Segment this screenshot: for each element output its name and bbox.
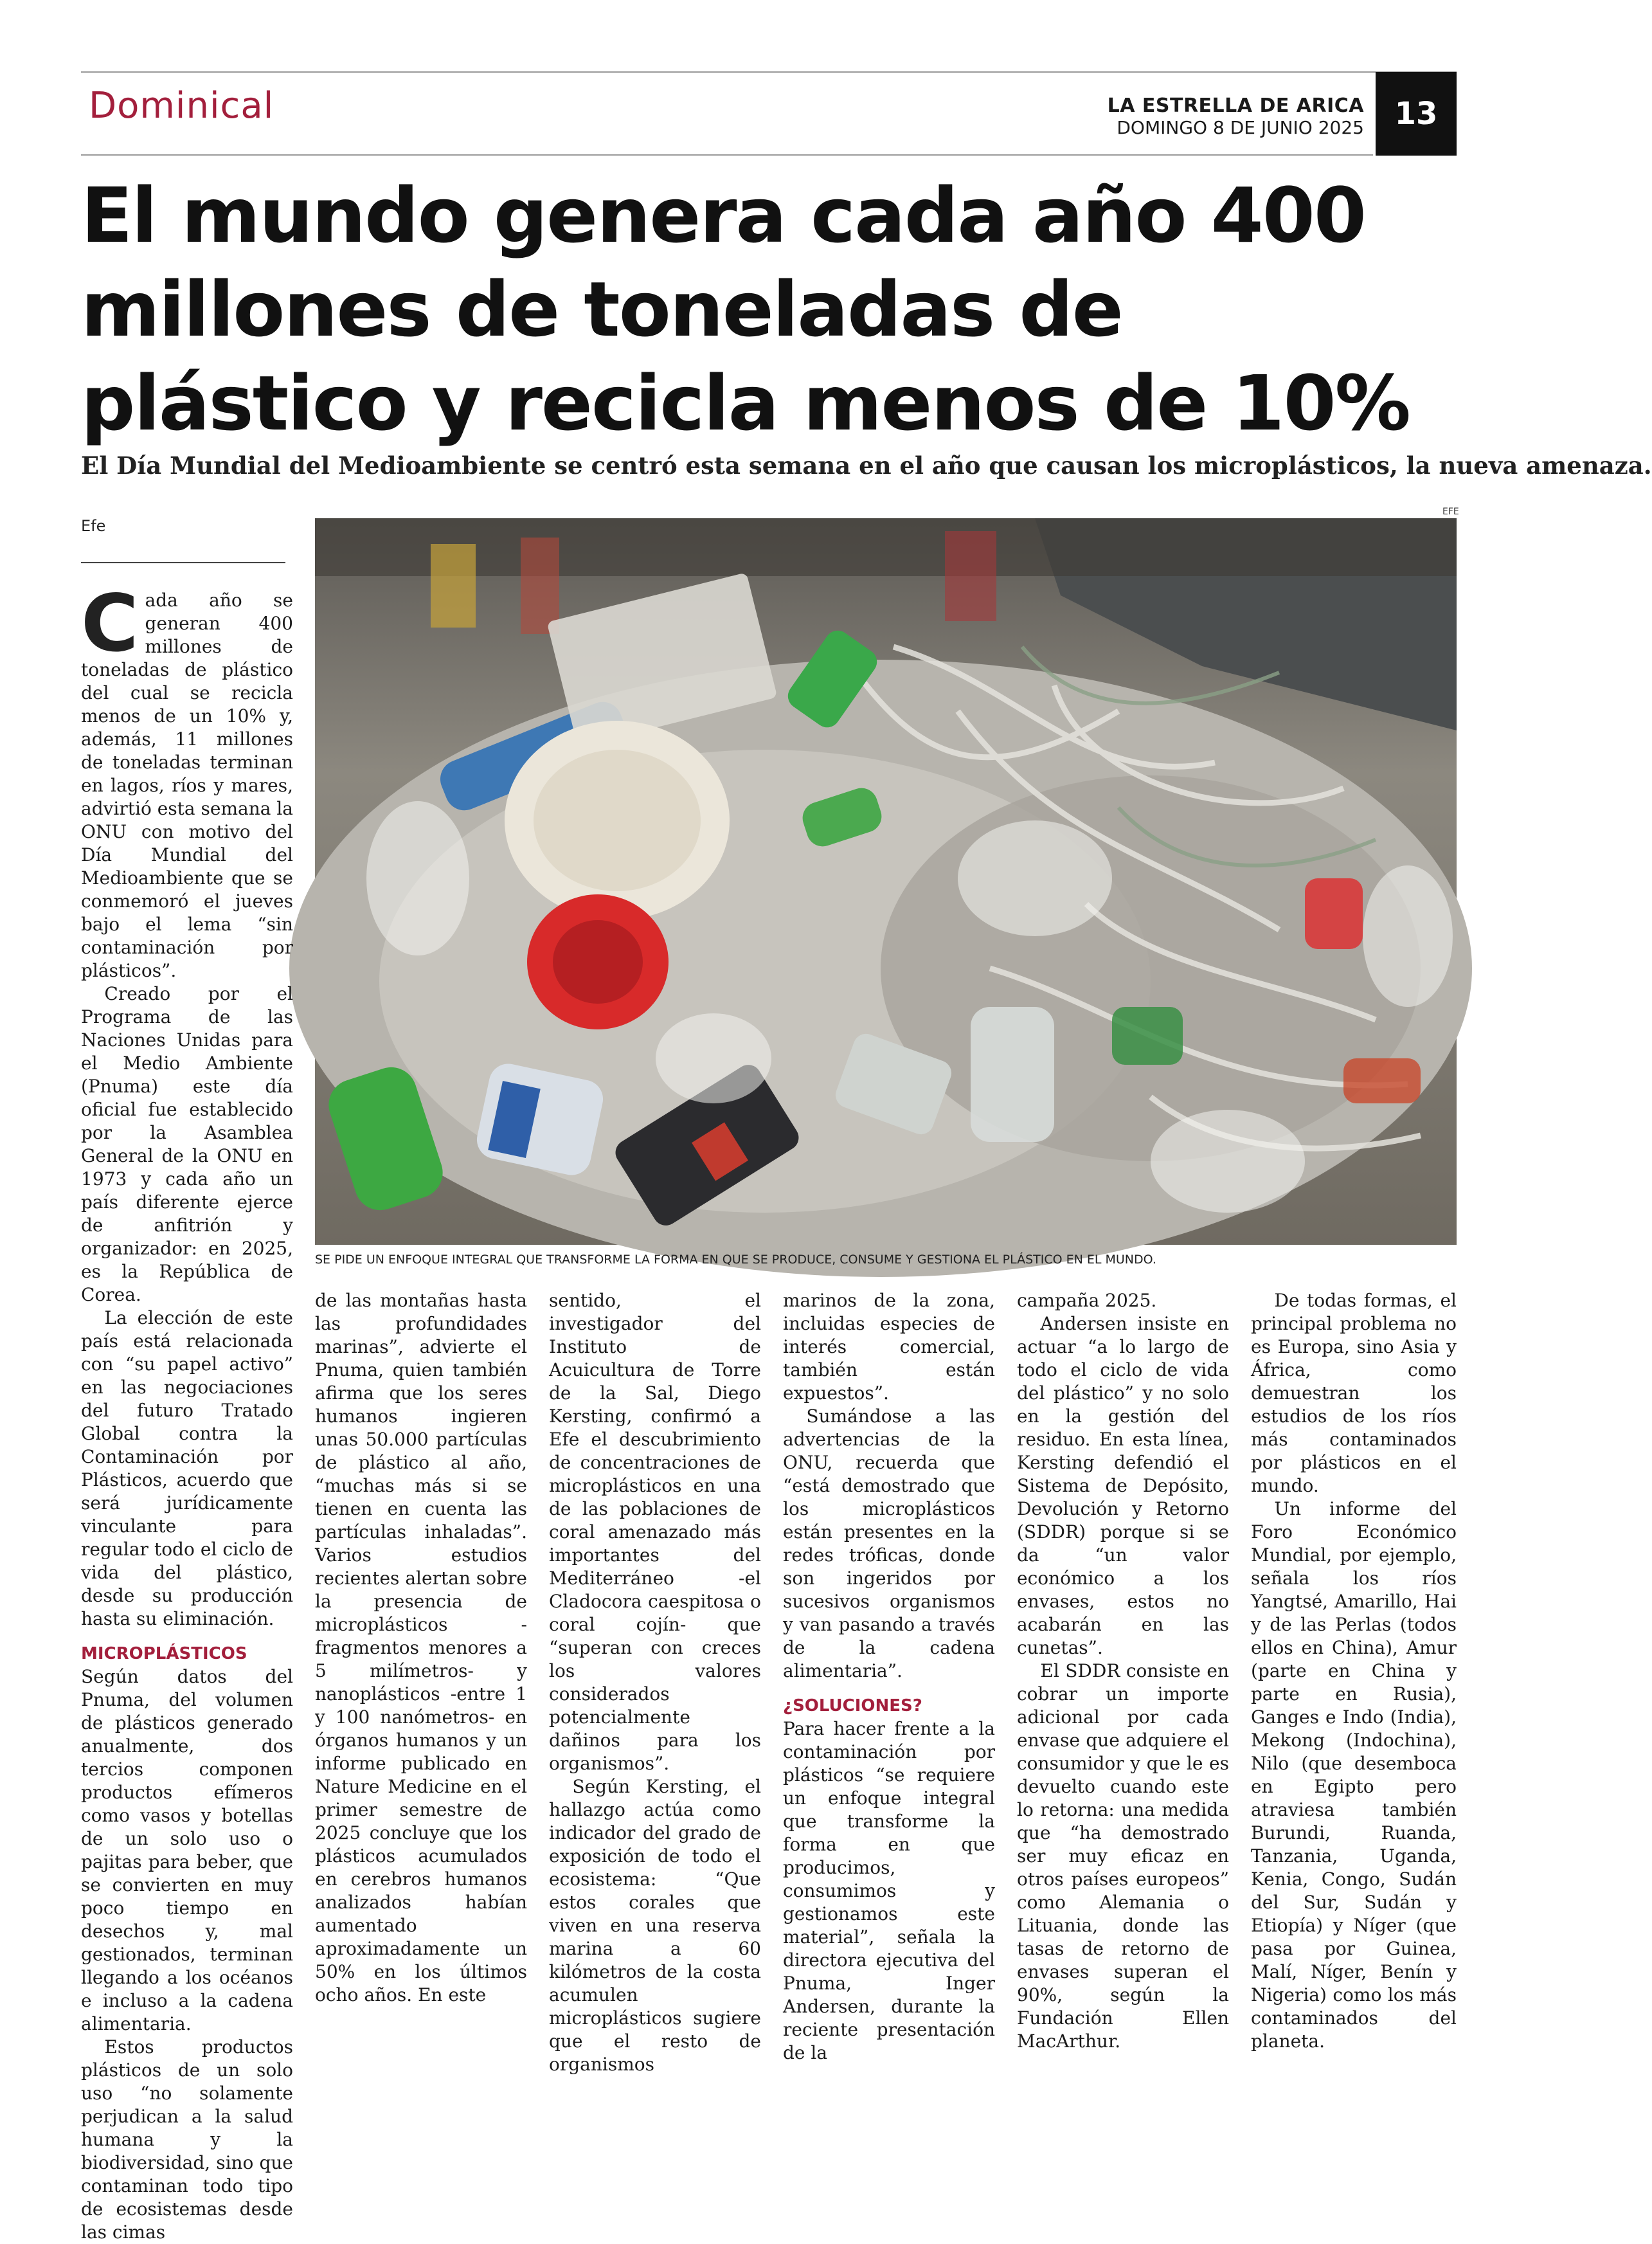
drop-cap: C	[81, 578, 139, 669]
paragraph: sentido, el investigador del Instituto de Acuicultura de Torre de la Sal, Diego Kersting, confirmó a Efe el descubrimiento de concentraciones de microplásticos en una de las poblaciones de coral amenazado más importantes del Mediterráneo -el Cladocora caespitosa o coral cojín- que “superan con creces los valores considerados potencialmente dañinos para los organismos”.	[549, 1290, 761, 1774]
newspaper-name: LA ESTRELLA DE ARICA	[1107, 95, 1364, 117]
paragraph: marinos de la zona, incluidas especies de interés comercial, también están expuestos”.	[783, 1290, 995, 1404]
article-photo	[315, 518, 1457, 1245]
masthead-rule	[81, 154, 1373, 156]
byline: Efe	[81, 517, 106, 535]
edition-date: DOMINGO 8 DE JUNIO 2025	[1117, 117, 1364, 138]
newspaper-masthead	[1108, 95, 1364, 139]
paragraph: Sumándose a las advertencias de la ONU, recuerda que “está demostrado que los microplásticos están presentes en la redes tróficas, donde son ingeridos por sucesivos organismos y van pasando a través de la cadena alimentaria”.	[783, 1406, 995, 1681]
paragraph: Andersen insiste en actuar “a lo largo de todo el ciclo de vida del plástico” y no solo en la gestión del residuo. En esta línea, Kersting defendió el Sistema de Depósito, Devolución y Retorno (SDDR) porque si se da “un valor económico a los envases, estos no acabarán en las cunetas”.	[1017, 1313, 1229, 1658]
paragraph: Según Kersting, el hallazgo actúa como indicador del grado de exposición de todo el ecosistema: “Que estos corales que viven en una reserva marina a 60 kilómetros de la costa acumulen microplásticos sugiere que el resto de organismos	[549, 1776, 761, 2075]
article-column-1	[81, 578, 293, 2243]
article-column-4	[783, 1289, 995, 2063]
article-column-3	[549, 1289, 761, 2075]
article-column-5	[1017, 1289, 1229, 2052]
article-column-2	[315, 1289, 527, 2005]
section-label: Dominical	[89, 85, 274, 127]
paragraph: Estos productos plásticos de un solo uso “no solamente perjudican a la salud humana y la biodiversidad, sino que contaminan todo tipo de ecosistemas desde las cimas	[81, 2036, 293, 2243]
photo-credit: EFE	[1442, 507, 1459, 517]
paragraph: Según datos del Pnuma, del volumen de plásticos generado anualmente, dos tercios componen productos efímeros como vasos y botellas de un solo uso o pajitas para beber, que se convierten en muy poco tiempo en desechos y, mal gestionados, terminan llegando a los océanos e incluso a la cadena alimentaria.	[81, 1666, 293, 2034]
standfirst: El Día Mundial del Medioambiente se centró esta semana en el año que causan los microplásticos, la nueva amenaza.	[81, 451, 1652, 480]
photo-caption: SE PIDE UN ENFOQUE INTEGRAL QUE TRANSFORME LA FORMA EN QUE SE PRODUCE, CONSUME Y GESTIONA EL PLÁSTICO EN EL MUNDO.	[315, 1253, 1156, 1267]
subheading-soluciones: ¿SOLUCIONES?	[783, 1696, 922, 1715]
plastic-waste-illustration	[315, 518, 1457, 1245]
paragraph: de las montañas hasta las profundidades marinas”, advierte el Pnuma, quien también afirma que los seres humanos ingieren unas 50.000 partículas de plástico al año, “muchas más si se tienen en cuenta las partículas inhaladas”. Varios estudios recientes alertan sobre la presencia de microplásticos -fragmentos menores a 5 milímetros- y nanoplásticos -entre 1 y 100 nanómetros- en órganos humanos y un informe publicado en Nature Medicine en el primer semestre de 2025 concluye que los plásticos acumulados en cerebros humanos analizados habían aumentado aproximadamente un 50% en los últimos ocho años. En este	[315, 1290, 527, 2005]
paragraph: Un informe del Foro Económico Mundial, por ejemplo, señala los ríos Yangtsé, Amarillo, Hai y de las Perlas (todos ellos en China), Amur (parte en China y parte en Rusia), Ganges e Indo (India), Mekong (Indochina), Nilo (que desemboca en Egipto pero atraviesa también Burundi, Ruanda, Tanzania, Uganda, Kenia, Congo, Sudán del Sur, Sudán y Etiopía) y Níger (que pasa por Guinea, Malí, Níger, Benín y Nigeria) como los más contaminados del planeta.	[1251, 1498, 1457, 2052]
paragraph: Para hacer frente a la contaminación por plásticos “se requiere un enfoque integral que transforme la forma en que producimos, consumimos y gestionamos este material”, señala la directora ejecutiva del Pnuma, Inger Andersen, durante la reciente presentación de la	[783, 1718, 995, 2063]
paragraph: El SDDR consiste en cobrar un importe adicional por cada envase que adquiere el consumidor y que le es devuelto cuando este lo retorna: una medida que “ha demostrado ser muy eficaz en otros países europeos” como Alemania o Lituania, donde las tasas de retorno de envases superan el 90%, según la Fundación Ellen MacArthur.	[1017, 1660, 1229, 2052]
headline: El mundo genera cada año 400 millones de toneladas de plástico y recicla menos de 10%	[81, 171, 1410, 448]
paragraph: De todas formas, el principal problema no es Europa, sino Asia y África, como demuestran los estudios de los ríos más contaminados por plásticos en el mundo.	[1251, 1290, 1457, 1496]
paragraph: ada año se generan 400 millones de toneladas de plástico del cual se recicla menos de un 10% y, además, 11 millones de toneladas terminan en lagos, ríos y mares, advirtió esta semana la ONU con motivo del Día Mundial del Medioambiente que se conmemoró el jueves bajo el lema “sin contaminación por plásticos”.	[81, 590, 293, 981]
paragraph: campaña 2025.	[1017, 1290, 1157, 1311]
top-rule	[81, 71, 1457, 73]
paragraph: La elección de este país está relacionada con “su papel activo” en las negociaciones del futuro Tratado Global contra la Contaminación por Plásticos, acuerdo que será jurídicamente vinculante para regular todo el ciclo de vida del plástico, desde su producción hasta su eliminación.	[81, 1307, 293, 1629]
subheading-microplasticos: MICROPLÁSTICOS	[81, 1644, 247, 1663]
page-number: 13	[1376, 72, 1457, 156]
paragraph: Creado por el Programa de las Naciones Unidas para el Medio Ambiente (Pnuma) este día oficial fue establecido por la Asamblea General de la ONU en 1973 y cada año un país diferente ejerce de anfitrión y organizador: en 2025, es la República de Corea.	[81, 983, 293, 1305]
article-column-6	[1251, 1289, 1457, 2052]
byline-rule	[81, 562, 285, 563]
